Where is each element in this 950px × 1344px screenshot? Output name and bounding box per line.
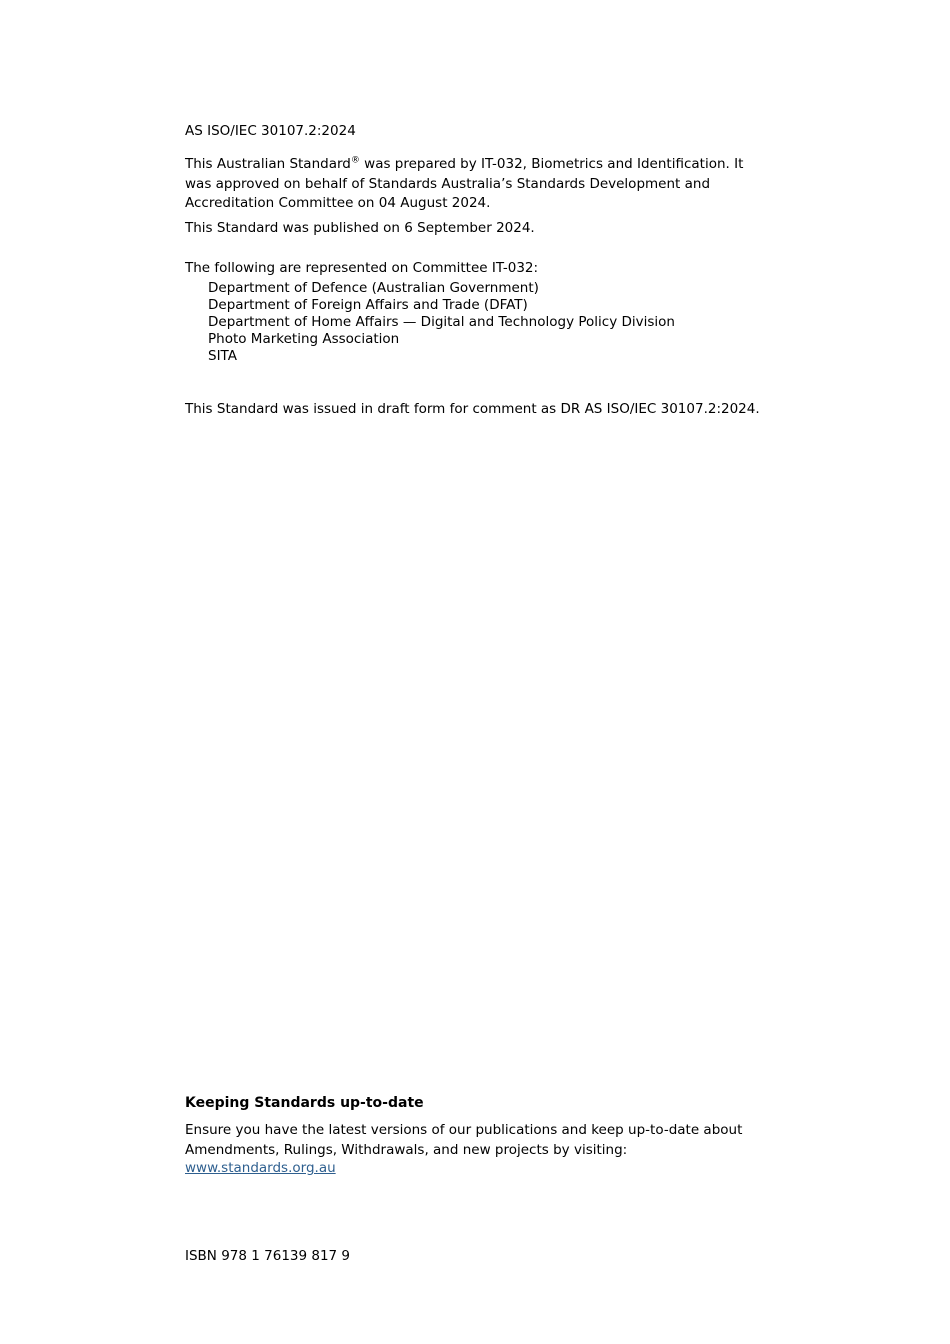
committee-member-list (208, 280, 770, 365)
keeping-up-to-date-heading: Keeping Standards up-to-date (185, 1095, 424, 1111)
standards-website-link[interactable]: www.standards.org.au (185, 1160, 336, 1176)
committee-member: SITA (208, 348, 237, 364)
preparation-text-start: This Australian Standard (185, 156, 351, 172)
committee-member: Department of Foreign Affairs and Trade (DFAT) (208, 297, 528, 313)
standards-website-row (185, 1159, 770, 1179)
isbn: ISBN 978 1 76139 817 9 (185, 1248, 351, 1264)
registered-trademark-symbol: ® (350, 155, 360, 166)
committee-member: Photo Marketing Association (208, 331, 400, 347)
preparation-text-continued: was prepared by IT-032, Biometrics and Identification. It was approved on behalf of Standards Australia’s Standards Development and Accreditation Committee on 04 August 2024. (185, 156, 744, 211)
committee-member: Department of Home Affairs — Digital and Technology Policy Division (208, 314, 675, 330)
standard-code: AS ISO/IEC 30107.2:2024 (185, 123, 356, 139)
keeping-up-to-date-body: Ensure you have the latest versions of our publications and keep up-to-date about Amendments, Rulings, Withdrawals, and new projects by visiting: (185, 1122, 743, 1158)
draft-comment-note: This Standard was issued in draft form for comment as DR AS ISO/IEC 30107.2:2024. (185, 401, 760, 417)
publication-note: This Standard was published on 6 September 2024. (185, 220, 535, 236)
committee-member: Department of Defence (Australian Government) (208, 280, 539, 296)
preparation-paragraph (185, 155, 770, 214)
committee-intro: The following are represented on Committee IT-032: (185, 260, 539, 276)
